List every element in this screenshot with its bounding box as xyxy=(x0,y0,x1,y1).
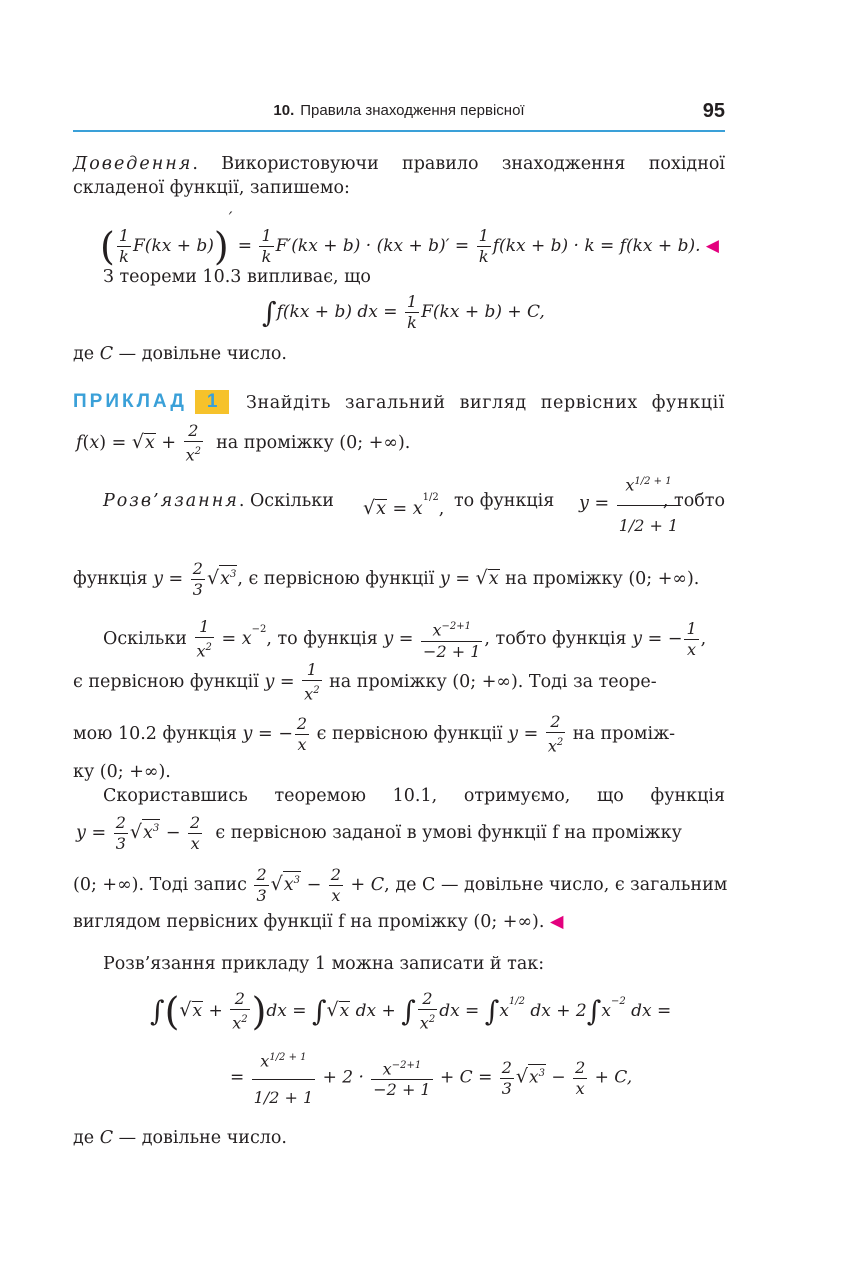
example-heading xyxy=(73,390,229,414)
solution-par-7: Скориставшись теоремою 10.1, отримуємо, що функція xyxy=(103,786,725,806)
solution-par-4: є первісною функції y = $\frac{1}{x^2}$ на проміжку (0; +∞). Тоді за теоре- xyxy=(73,660,657,704)
proof-line-1: Доведення. Використовуючи правило знаходження похідної xyxy=(73,154,725,174)
end-marker-icon: ◀ xyxy=(550,912,564,932)
derivative-formula: ( $\frac{1}{k}$ F(kx + b))′ = $\frac{1}{k}$ F′(kx + b) · (kx + b)′ = $\frac{1}{k}$ f(kx + b) · k = f(kx + b). ◀ xyxy=(100,208,719,269)
solution-par-1: Розв’язання. Оскільки $√x = x^{1/2}$, то функція y = $\frac{x^{1/2 + 1}}{1/2 + 1}$ , тобто xyxy=(103,462,725,552)
chapter-title: Правила знаходження первісної xyxy=(300,102,525,119)
integral-formula: ∫f(kx + b) dx = $\frac{1}{k}$ F(kx + b) + C, xyxy=(262,292,545,332)
example-task: Знайдіть загальний вигляд первісних функції xyxy=(246,393,725,413)
example-label: ПРИКЛАД xyxy=(73,391,187,412)
solution-par-6: ку (0; +∞). xyxy=(73,762,171,782)
solution-par-3: Оскільки $\frac{1}{x^2}$ = $x^{-2}$, то функція y = $\frac{x^{-2+1}}{-2 + 1}$ , тобто функція y = − $\frac{1}{x}$ , xyxy=(103,617,707,661)
page-header xyxy=(73,98,725,132)
solution-par-5: мою 10.2 функція y = − $\frac{2}{x}$ є первісною функції y = $\frac{2}{x^2}$ на проміж- xyxy=(73,712,676,756)
alt-intro: Розв’язання прикладу 1 можна записати й так: xyxy=(103,954,545,974)
end-marker-icon: ◀ xyxy=(705,236,719,256)
example-function: f(x) = √x + $\frac{2}{x^2}$ на проміжку (0; +∞). xyxy=(76,421,411,465)
chapter-number: 10. xyxy=(273,102,295,119)
solution-par-2: функція y = $\frac{2}{3}$ $√x^3$, є первісною функції y = √x на проміжку (0; +∞). xyxy=(73,559,700,599)
proof-label: Доведення xyxy=(73,154,193,174)
theorem-ref: З теореми 10.3 випливає, що xyxy=(103,267,371,287)
solution-par-8: y = $\frac{2}{3}$ $√x^3$ − $\frac{2}{x}$ є первісною заданої в умові функції f на проміжку xyxy=(76,813,682,853)
solution-par-9: (0; +∞). Тоді запис $\frac{2}{3}$ $√x^3$ − $\frac{2}{x}$ + C, де C — довільне число, є загальним xyxy=(73,865,728,905)
running-title xyxy=(73,102,725,119)
solution-par-10: виглядом первісних функції f на проміжку (0; +∞). ◀ xyxy=(73,912,564,932)
example-number: 1 xyxy=(195,390,230,414)
page-number: 95 xyxy=(702,100,725,122)
alt-formula-line-1: ∫(√x + $\frac{2}{x^2}$ )dx = ∫√x dx + ∫ $\frac{2}{x^2}$ dx = $\int x^{1/2}$ dx + $2\int x^{-2}$ dx = xyxy=(150,989,672,1034)
alt-formula-line-2: = $\frac{x^{1/2 + 1}}{1/2 + 1}$ + 2 · $\frac{x^{-2+1}}{-2 + 1}$ + C = $\frac{2}{3}$ $√x^3$ − $\frac{2}{x}$ + C, xyxy=(230,1040,632,1116)
proof-closing: де C — довільне число. xyxy=(73,344,287,364)
proof-line-2: складеної функції, запишемо: xyxy=(73,178,350,198)
example-closing: де C — довільне число. xyxy=(73,1128,287,1148)
